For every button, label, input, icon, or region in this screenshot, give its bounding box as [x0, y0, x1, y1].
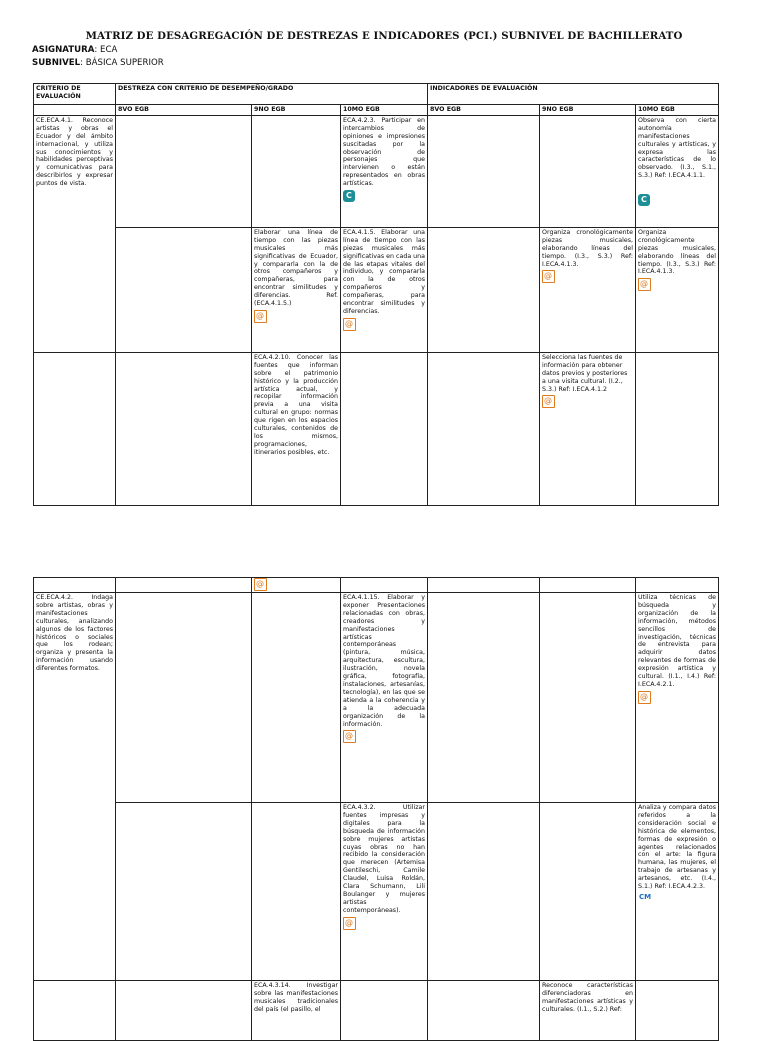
table-cell: [116, 578, 252, 593]
web-monitor-icon[interactable]: [254, 310, 267, 323]
table-cell: [116, 227, 252, 352]
web-monitor-icon[interactable]: [254, 578, 267, 591]
indicador-cell: [540, 227, 636, 352]
table-cell: [636, 981, 719, 1041]
destreza-cell: ECA.4.3.14. Investigar sobre las manifestaciones musicales tradicionales del país (el pasillo, el: [252, 981, 341, 1041]
destreza-cell: [341, 227, 428, 352]
cell-text: Elaborar una línea de tiempo con las piezas musicales más significativas de Ecuador, y compararla con la de otros compañeros y compañeras, para encontrar similitudes y diferencias. Ref. (ECA.4.1.5.): [254, 228, 338, 308]
cell-text: Organiza cronológicamente piezas musicales, elaborando líneas del tiempo. (I.3., S.3.) Ref: I.ECA.4.1.3.: [638, 228, 717, 276]
cell-text: Analiza y compara datos referidos a la consideración social e histórica de elementos, formas de expresión o agentes relacionados con el arte: la figura humana, las mujeres, el trabajo de artesanas y artesanos, etc. (I.4., S.1.) Ref: I.ECA.4.2.3.: [638, 804, 716, 891]
destreza-cell: [341, 803, 428, 981]
web-monitor-icon[interactable]: [343, 318, 356, 331]
header-indicador-10: 10MO EGB: [636, 105, 719, 116]
web-monitor-icon[interactable]: [638, 691, 651, 704]
table-cell: [116, 352, 252, 505]
web-monitor-icon[interactable]: [638, 278, 651, 291]
table-cell: [34, 981, 116, 1041]
table-cell: [428, 227, 540, 352]
table-cell: [34, 352, 116, 505]
web-monitor-icon[interactable]: [542, 395, 555, 408]
c-badge-icon[interactable]: [343, 190, 355, 202]
table-cell: [428, 981, 540, 1041]
asignatura-line: [32, 45, 117, 55]
matrix-table-2: [33, 577, 719, 1041]
table-cell: [252, 593, 341, 803]
table-cell: [428, 578, 540, 593]
indicador-cell: [636, 803, 719, 981]
table-cell: [636, 578, 719, 593]
header-criterio: CRITERIO DE EVALUACIÓN: [34, 84, 116, 105]
indicador-cell: [636, 593, 719, 803]
header-grade-9: 9NO EGB: [252, 105, 341, 116]
table-cell: [540, 578, 636, 593]
cell-text: Observa con cierta autonomía manifestaciones culturales y artísticas, y expresa las características de lo observado. (I.3., S.1., S.3.) Ref: I.ECA.4.1.1.: [638, 116, 717, 180]
subnivel-label: SUBNIVEL: [32, 58, 81, 68]
cell-text: ECA.4.3.2. Utilizar fuentes impresas y digitales para la búsqueda de información sobre mujeres artistas cuyas obras no han recibido la consideración que merecen (Artemisa Gentileschi, Camile Claudel, Luisa Roldán, Clara Schumann, Lili Boulanger y mujeres artistas contemporáneas).: [343, 804, 425, 914]
destreza-cell: [341, 115, 428, 227]
header-indicador-8: 8VO EGB: [428, 105, 540, 116]
header-indicador-9: 9NO EGB: [540, 105, 636, 116]
document-title: MATRIZ DE DESAGREGACIÓN DE DESTREZAS E INDICADORES (PCI.) SUBNIVEL DE BACHILLERATO: [85, 30, 683, 42]
header-destreza: DESTREZA CON CRITERIO DE DESEMPEÑO/GRADO: [116, 84, 428, 105]
web-monitor-icon[interactable]: [343, 917, 356, 930]
criterio-cell: CE.ECA.4.2. Indaga sobre artistas, obras y manifestaciones culturales, analizando algunos de los factores históricos o sociales que los rodean; organiza y presenta la información usando diferentes formatos.: [34, 593, 116, 981]
table-cell: [116, 981, 252, 1041]
cell-text: Utiliza técnicas de búsqueda y organización de la información, métodos sencillos de investigación, técnicas de entrevista para adquirir datos relevantes de formas de expresión artística y cultural. (I.1., I.4.) Ref: I.ECA.4.2.1.: [638, 594, 716, 688]
cell-text: Organiza cronológicamente piezas musicales, elaborando líneas del tiempo. (I.3., S.3.) Ref: I.ECA.4.1.3.: [542, 228, 634, 268]
table-cell: [428, 115, 540, 227]
cell-text: ECA.4.2.3. Participar en intercambios de opiniones e impresiones suscitadas por la observación de personajes que intervienen o están representados en obras artísticas.: [343, 116, 426, 188]
table-cell: [540, 115, 636, 227]
matrix-table-1: [33, 83, 719, 506]
cell-text: ECA.4.1.15. Elaborar y exponer Presentaciones relacionadas con obras, creadores y manifestaciones artísticas contemporáneas (pintura, música, arquitectura, escultura, ilustración, novela gráfica, fotografía, instalaciones, artesanías, tecnología), en las que se atienda a la coherencia y a la adecuada organización de la información.: [343, 594, 425, 728]
table-cell: [341, 578, 428, 593]
asignatura-label: ASIGNATURA: [32, 45, 95, 55]
table-cell: [116, 593, 252, 803]
header-grade-10: 10MO EGB: [341, 105, 428, 116]
table-cell: [341, 981, 428, 1041]
indicador-cell: [636, 115, 719, 227]
destreza-cell: [341, 593, 428, 803]
table-cell: [116, 115, 252, 227]
web-monitor-icon[interactable]: [343, 730, 356, 743]
table-cell: [636, 352, 719, 505]
table-cell: [34, 578, 116, 593]
cell-text: Selecciona las fuentes de información para obtener datos previos y posteriores a una visita cultural. (I.2., S.3.) Ref: I.ECA.4.1.2: [542, 353, 628, 393]
table-cell: [116, 803, 252, 981]
cell-text: ECA.4.1.5. Elaborar una línea de tiempo con las piezas musicales más significativas en cada una de las etapas vitales del individuo, y compararla con la de otros compañeros y compañeras, para encontrar similitudes y diferencias.: [343, 228, 426, 315]
header-indicadores: INDICADORES DE EVALUACIÓN: [428, 84, 719, 105]
table-cell: [428, 593, 540, 803]
web-monitor-icon[interactable]: [542, 270, 555, 283]
indicador-cell: [540, 352, 636, 505]
header-grade-8: 8VO EGB: [116, 105, 252, 116]
destreza-cell: [252, 227, 341, 352]
table-cell: [252, 115, 341, 227]
indicador-cell: Reconoce características diferenciadoras en manifestaciones artísticas y culturales. (I.1., S.2.) Ref:: [540, 981, 636, 1041]
destreza-cell: ECA.4.2.10. Conocer las fuentes que informan sobre el patrimonio histórico y la producción artística actual, y recopilar información previa a una visita cultural en grupo: normas que rigen en los espacios culturales, contenidos de los mismos, programaciones, itinerarios posibles, etc.: [252, 352, 341, 505]
table-cell: [428, 352, 540, 505]
cm-badge-icon[interactable]: [638, 893, 652, 904]
asignatura-value: : ECA: [94, 45, 118, 55]
subnivel-line: [32, 58, 164, 68]
header-empty: [34, 105, 116, 116]
c-badge-icon[interactable]: [638, 194, 650, 206]
subnivel-value: : BÁSICA SUPERIOR: [80, 58, 164, 68]
table-cell: [252, 578, 341, 593]
table-cell: [540, 593, 636, 803]
table-cell: [252, 803, 341, 981]
indicador-cell: [636, 227, 719, 352]
table-cell: [428, 803, 540, 981]
table-cell: [341, 352, 428, 505]
criterio-cell: CE.ECA.4.1. Reconoce artistas y obras el Ecuador y del ámbito internacional, y utiliza sus conocimientos y habilidades perceptivas y comunicativas para describirlos y expresar puntos de vista.: [34, 115, 116, 352]
table-cell: [540, 803, 636, 981]
